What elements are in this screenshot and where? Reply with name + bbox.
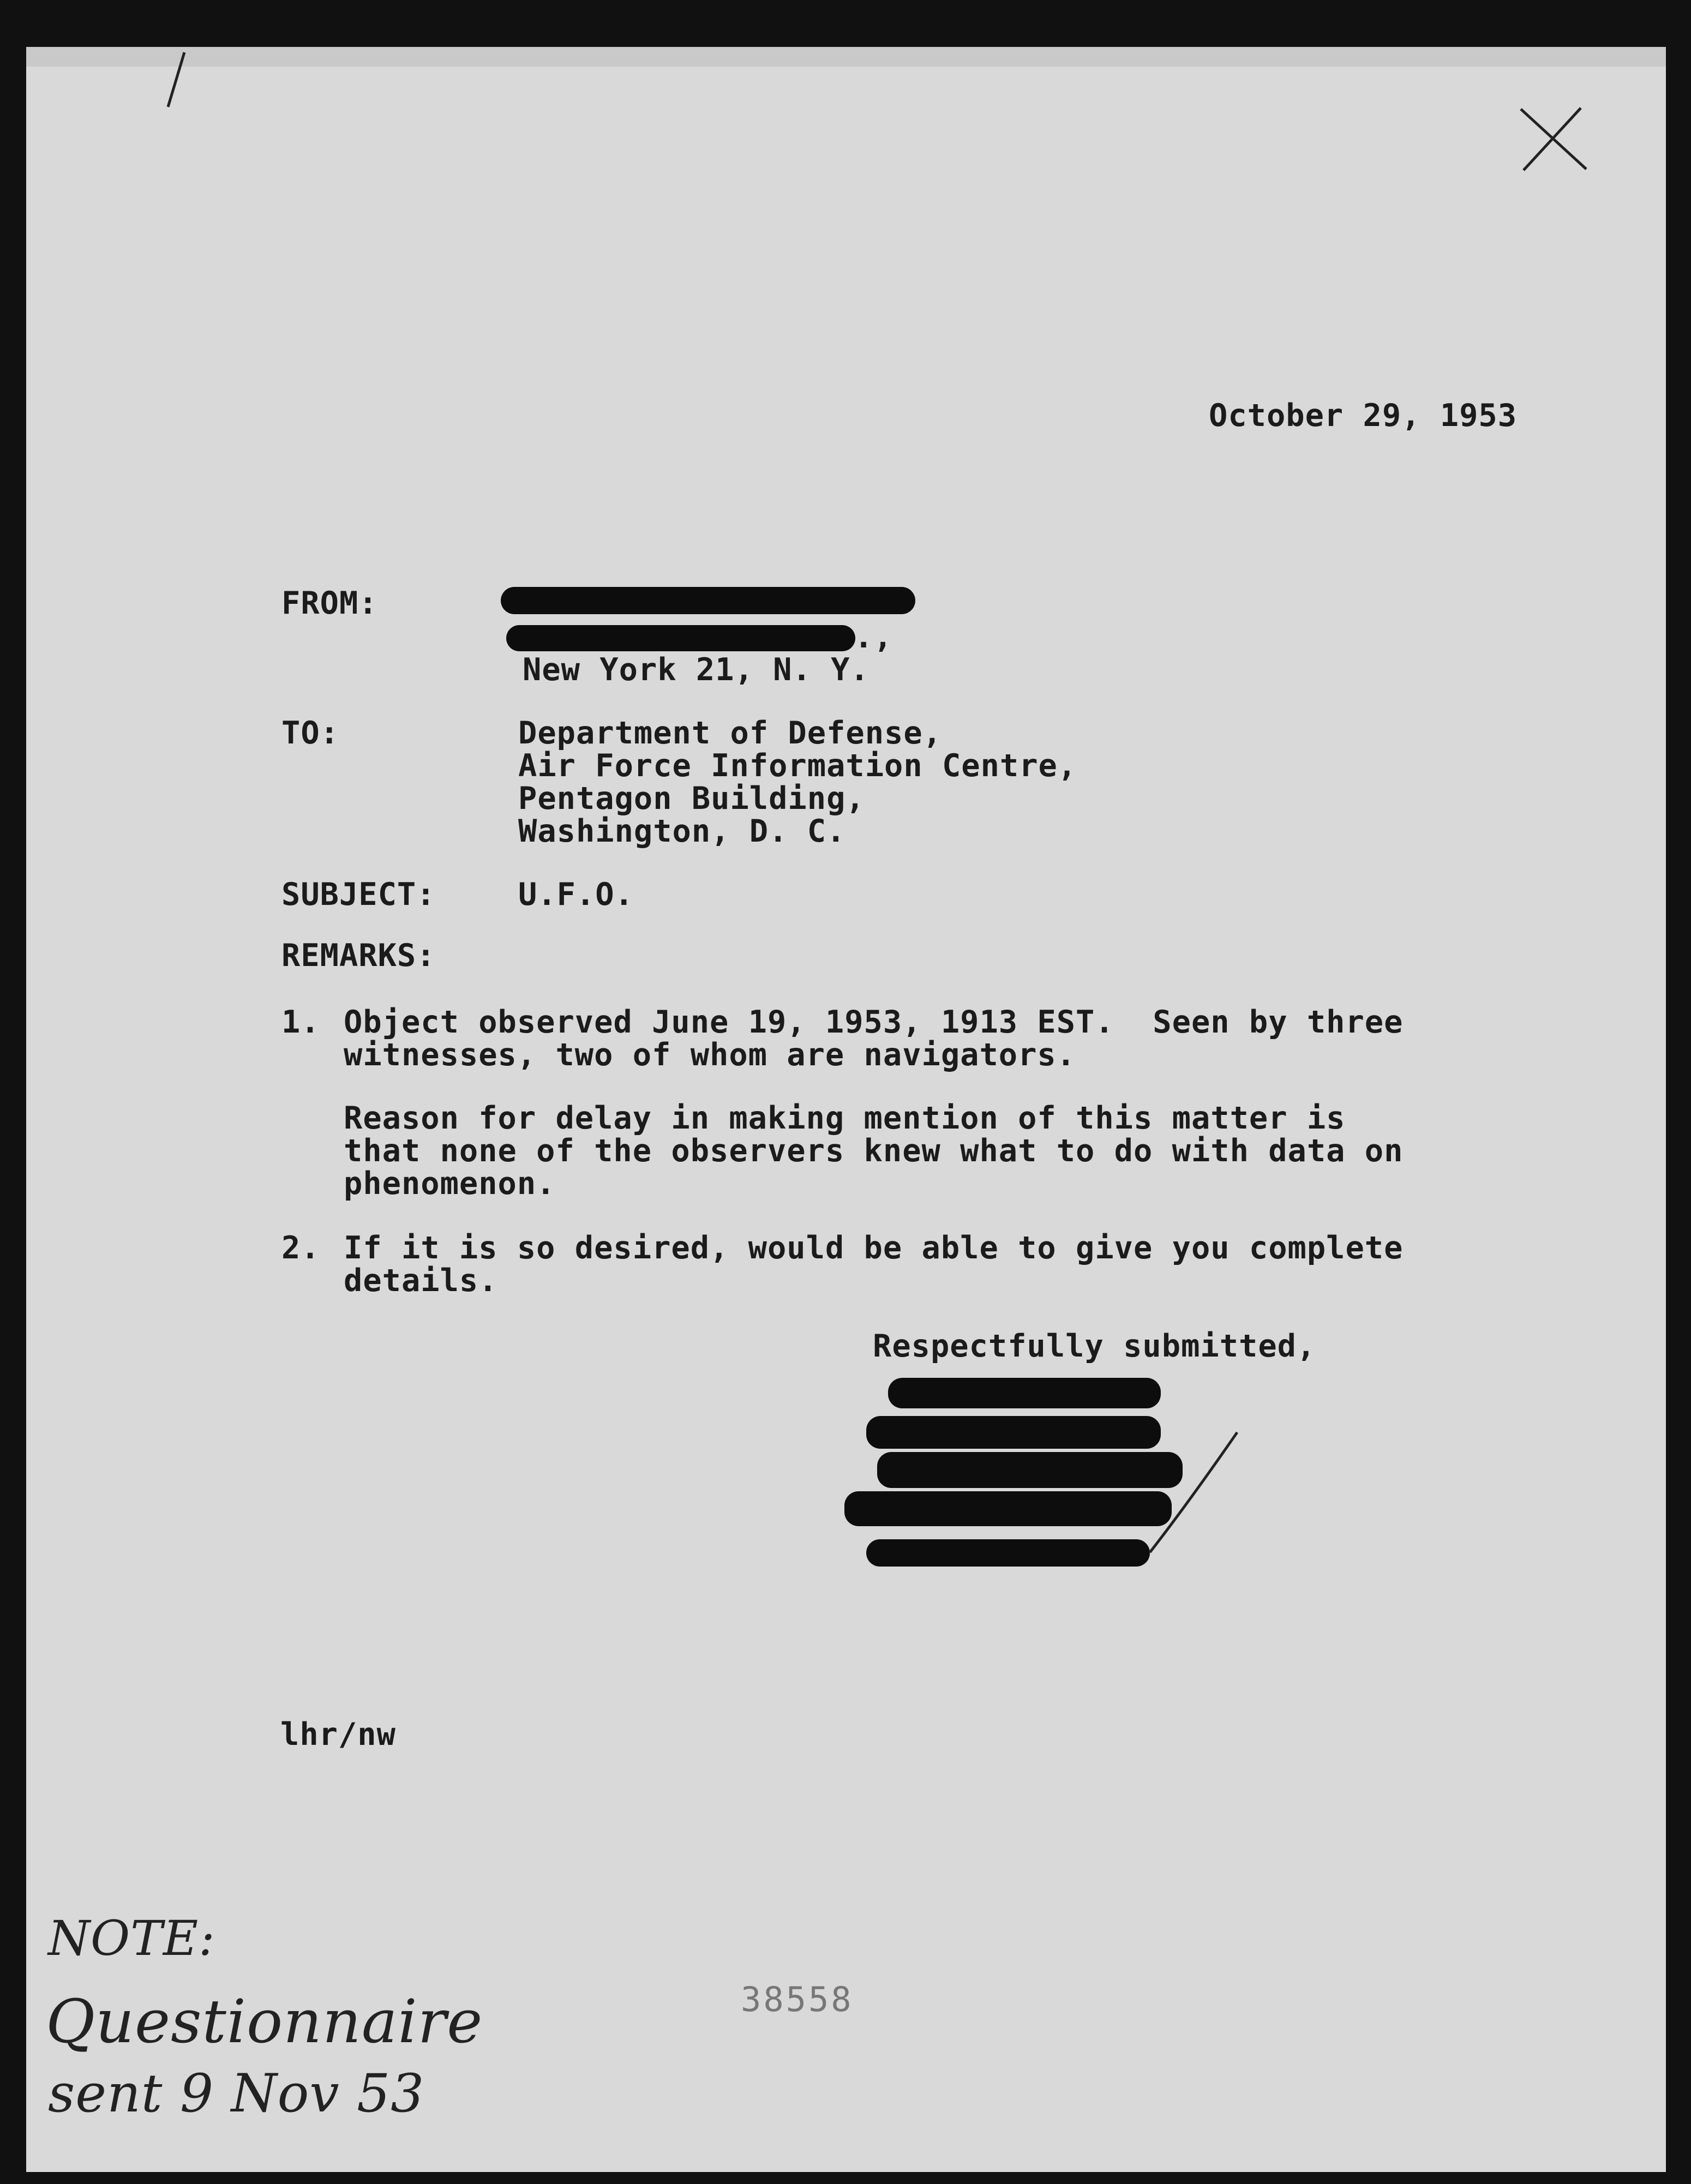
item-1-para2-line: Reason for delay in making mention of this matter is xyxy=(344,1100,1346,1136)
redacted-signature-line-2 xyxy=(866,1416,1161,1449)
from-city: New York 21, N. Y. xyxy=(523,652,870,688)
corner-slash-mark xyxy=(146,47,212,112)
handwritten-note-line-2: sent 9 Nov 53 xyxy=(48,2063,425,2124)
x-mark xyxy=(1515,104,1592,175)
redacted-sender-name xyxy=(501,587,915,614)
page-top-edge xyxy=(26,47,1666,67)
to-address xyxy=(518,717,1077,848)
to-line: Washington, D. C. xyxy=(518,813,846,849)
item-1-number: 1. xyxy=(281,1004,320,1040)
closing: Respectfully submitted, xyxy=(873,1328,1316,1364)
letter-date: October 29, 1953 xyxy=(1209,398,1518,434)
remarks-label: REMARKS: xyxy=(281,938,436,974)
to-line: Pentagon Building, xyxy=(518,781,865,817)
to-label: TO: xyxy=(281,715,339,751)
to-line: Air Force Information Centre, xyxy=(518,748,1077,784)
item-1-para2-line: phenomenon. xyxy=(344,1166,556,1202)
redacted-signature-line-1 xyxy=(888,1378,1161,1408)
redacted-sender-address xyxy=(506,625,855,651)
from-address-suffix: ., xyxy=(854,619,893,655)
redacted-signature-line-5 xyxy=(866,1539,1150,1567)
subject-label: SUBJECT: xyxy=(281,877,436,913)
reference-initials: lhr/nw xyxy=(280,1717,396,1753)
item-1-paragraph-2 xyxy=(344,1102,1403,1200)
item-2-line: If it is so desired, would be able to give you complete xyxy=(344,1230,1404,1266)
subject-value: U.F.O. xyxy=(518,877,634,913)
item-2-number: 2. xyxy=(281,1230,320,1266)
document-page xyxy=(26,47,1666,2172)
handwritten-note-line-1: Questionnaire xyxy=(46,1987,483,2056)
item-1-text xyxy=(344,1006,1403,1071)
signature-stroke xyxy=(1139,1421,1248,1563)
item-1-line: witnesses, two of whom are navigators. xyxy=(344,1037,1076,1073)
item-1-line: Object observed June 19, 1953, 1913 EST. Seen by three xyxy=(344,1004,1404,1040)
handwritten-note-label: NOTE: xyxy=(48,1910,215,1966)
file-stamp-number: 38558 xyxy=(741,1979,854,2019)
item-2-text xyxy=(344,1232,1403,1297)
to-line: Department of Defense, xyxy=(518,715,942,751)
item-2-line: details. xyxy=(344,1263,498,1299)
redacted-signature-line-4 xyxy=(844,1491,1172,1526)
item-1-para2-line: that none of the observers knew what to do with data on xyxy=(344,1133,1404,1169)
redacted-signature-line-3 xyxy=(877,1452,1183,1488)
from-label: FROM: xyxy=(281,585,378,621)
